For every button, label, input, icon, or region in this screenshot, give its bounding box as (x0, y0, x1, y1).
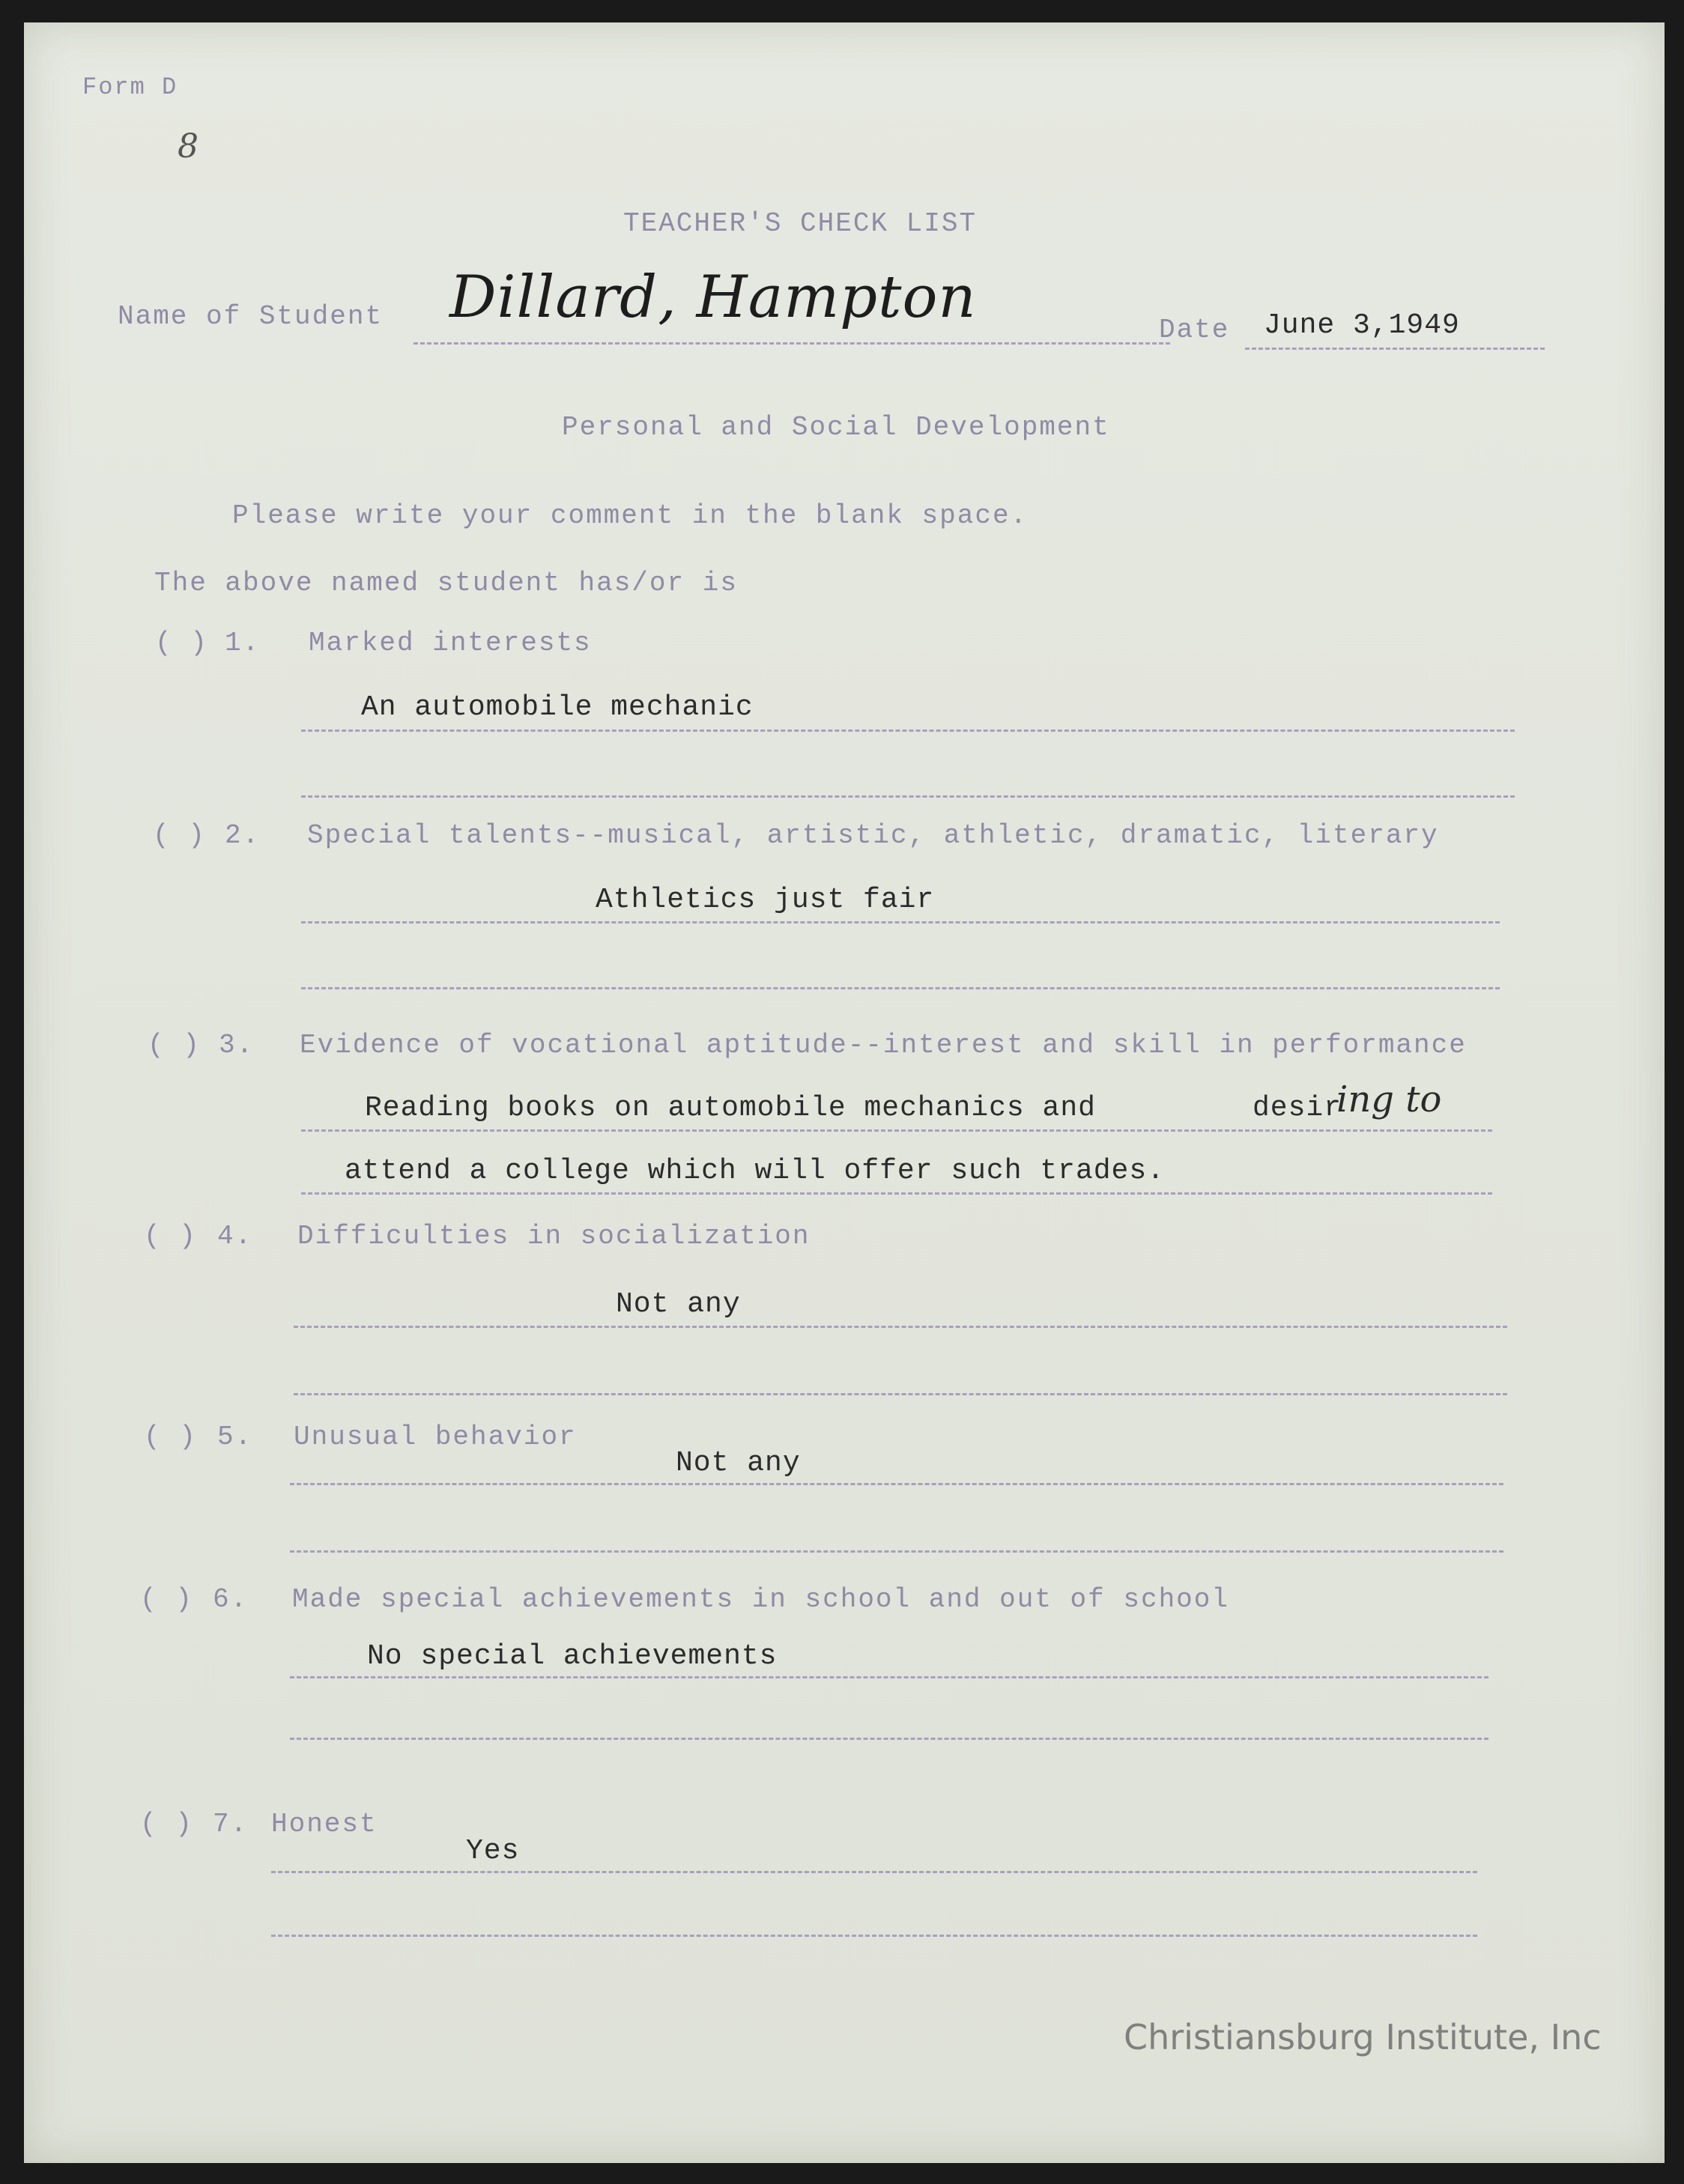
answer-line (290, 1676, 1488, 1678)
answer-line (301, 1192, 1492, 1195)
name-of-student-label: Name of Student (118, 301, 384, 332)
answer-line (301, 1129, 1492, 1132)
item-4-label: Difficulties in socialization (297, 1221, 811, 1252)
answer-line (271, 1871, 1477, 1873)
watermark: Christiansburg Institute, Inc (1124, 2017, 1602, 2057)
section-title: Personal and Social Development (562, 412, 1110, 443)
item-1-checkbox[interactable]: ( ) (155, 628, 208, 658)
item-4-checkbox[interactable]: ( ) (144, 1221, 197, 1252)
item-2-checkbox[interactable]: ( ) (153, 820, 206, 851)
answer-line (271, 1935, 1477, 1937)
name-line (414, 342, 1170, 345)
item-2-answer: Athletics just fair (596, 884, 935, 916)
intro-text: The above named student has/or is (154, 568, 738, 598)
date-label: Date (1159, 315, 1230, 345)
answer-line (301, 729, 1515, 732)
item-6-answer: No special achievements (367, 1640, 778, 1672)
form-title: TEACHER'S CHECK LIST (623, 208, 978, 239)
answer-line (301, 795, 1515, 798)
item-4-answer: Not any (616, 1288, 741, 1320)
item-2-label: Special talents--musical, artistic, athletic, dramatic, literary (307, 820, 1439, 851)
date-value: June 3,1949 (1264, 309, 1460, 342)
item-6-checkbox[interactable]: ( ) (140, 1584, 193, 1615)
form-label: Form D (82, 73, 178, 101)
item-7-answer: Yes (466, 1835, 520, 1867)
item-1-number: 1. (225, 628, 261, 658)
item-6-label: Made special achievements in school and out of school (292, 1584, 1229, 1615)
item-7-number: 7. (213, 1809, 249, 1839)
item-3-handwritten-insert: ing to (1336, 1079, 1442, 1120)
item-3-checkbox[interactable]: ( ) (148, 1030, 201, 1061)
item-5-label: Unusual behavior (294, 1422, 577, 1452)
item-2-number: 2. (225, 820, 261, 851)
item-7-label: Honest (271, 1809, 378, 1839)
answer-line (301, 921, 1500, 923)
answer-line (294, 1326, 1507, 1328)
item-3-number: 3. (219, 1030, 255, 1061)
item-3-answer-continued: desir (1253, 1092, 1342, 1124)
item-3-answer-line-2: attend a college which will offer such trades. (345, 1155, 1165, 1187)
item-1-answer: An automobile mechanic (361, 691, 754, 724)
pencil-mark: 8 (178, 127, 199, 166)
answer-line (290, 1550, 1503, 1553)
item-6-number: 6. (213, 1584, 249, 1615)
form-paper (24, 22, 1665, 2163)
student-name: Dillard, Hampton (449, 264, 977, 331)
item-3-answer: Reading books on automobile mechanics and (365, 1092, 1096, 1124)
answer-line (294, 1393, 1507, 1395)
item-5-number: 5. (217, 1422, 253, 1452)
answer-line (290, 1738, 1488, 1740)
item-5-answer: Not any (676, 1447, 801, 1479)
item-4-number: 4. (217, 1221, 253, 1252)
item-3-label: Evidence of vocational aptitude--interest and skill in performance (300, 1030, 1467, 1061)
instruction: Please write your comment in the blank space. (232, 500, 1029, 531)
answer-line (290, 1483, 1503, 1485)
date-line (1245, 348, 1545, 350)
item-5-checkbox[interactable]: ( ) (144, 1422, 197, 1452)
item-7-checkbox[interactable]: ( ) (140, 1809, 193, 1839)
answer-line (301, 987, 1500, 989)
item-1-label: Marked interests (309, 628, 592, 658)
